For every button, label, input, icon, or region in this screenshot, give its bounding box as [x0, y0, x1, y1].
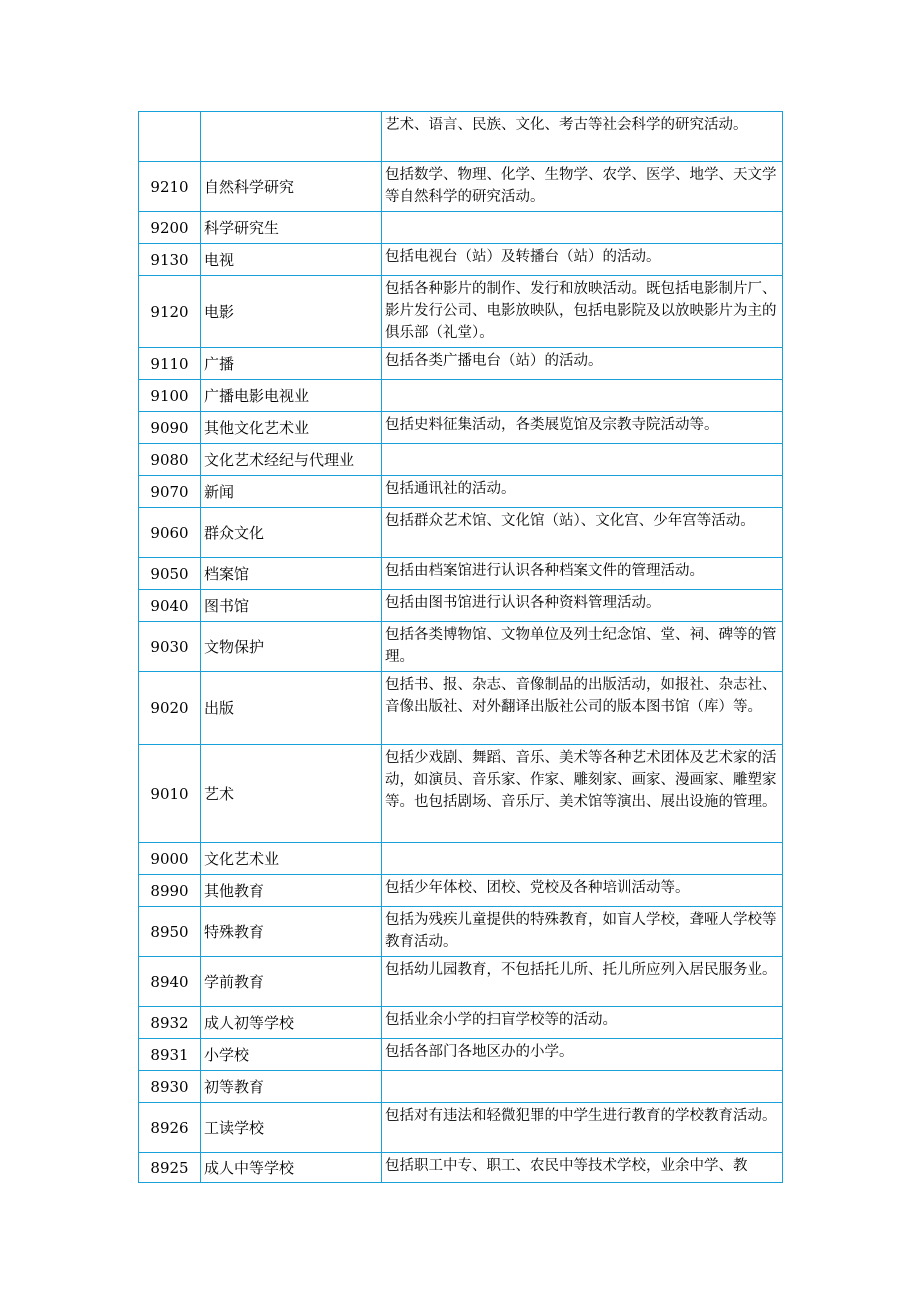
description-cell: 包括幼儿园教育，不包括托儿所、托儿所应列入居民服务业。: [382, 957, 783, 1007]
description-cell: [382, 843, 783, 875]
name-cell: 文化艺术业: [201, 843, 382, 875]
description-cell: 包括各类博物馆、文物单位及列士纪念馆、堂、祠、碑等的管理。: [382, 622, 783, 672]
name-cell: 文物保护: [201, 622, 382, 672]
description-cell: [382, 1071, 783, 1103]
code-cell: 9080: [139, 444, 201, 476]
table-row: [139, 444, 783, 476]
code-cell: 8930: [139, 1071, 201, 1103]
code-cell: 8940: [139, 957, 201, 1007]
code-cell: 9070: [139, 476, 201, 508]
description-cell: 包括为残疾儿童提供的特殊教育，如盲人学校，聋哑人学校等教育活动。: [382, 907, 783, 957]
description-cell: 包括通讯社的活动。: [382, 476, 783, 508]
name-cell: 小学校: [201, 1039, 382, 1071]
code-cell: 9000: [139, 843, 201, 875]
code-cell: 9040: [139, 590, 201, 622]
name-cell: 其他教育: [201, 875, 382, 907]
table-row: [139, 590, 783, 622]
description-cell: 包括各种影片的制作、发行和放映活动。既包括电影制片厂、影片发行公司、电影放映队，包括电影院及以放映影片为主的俱乐部（礼堂）。: [382, 276, 783, 348]
code-cell: 9090: [139, 412, 201, 444]
table-row: [139, 907, 783, 957]
table-row: [139, 745, 783, 843]
name-cell: 特殊教育: [201, 907, 382, 957]
name-cell: 自然科学研究: [201, 162, 382, 212]
code-cell: 8950: [139, 907, 201, 957]
table-row: [139, 476, 783, 508]
name-cell: 电视: [201, 244, 382, 276]
description-cell: [382, 380, 783, 412]
description-cell: 包括各类广播电台（站）的活动。: [382, 348, 783, 380]
code-cell: 9050: [139, 558, 201, 590]
table-row: [139, 1039, 783, 1071]
code-cell: 9120: [139, 276, 201, 348]
table-row: [139, 1153, 783, 1183]
table-row: [139, 1071, 783, 1103]
table-row: [139, 276, 783, 348]
table-row: [139, 112, 783, 162]
table-row: [139, 508, 783, 558]
table-row: [139, 1103, 783, 1153]
table-body: [139, 112, 783, 1183]
code-cell: 8925: [139, 1153, 201, 1183]
name-cell: [201, 112, 382, 162]
description-cell: 包括对有违法和轻微犯罪的中学生进行教育的学校教育活动。: [382, 1103, 783, 1153]
code-cell: 8990: [139, 875, 201, 907]
name-cell: 艺术: [201, 745, 382, 843]
code-cell: 9010: [139, 745, 201, 843]
code-cell: 8931: [139, 1039, 201, 1071]
description-cell: 包括职工中专、职工、农民中等技术学校，业余中学、教: [382, 1153, 783, 1183]
description-cell: 包括书、报、杂志、音像制品的出版活动，如报社、杂志社、音像出版社、对外翻译出版社公司的版本图书馆（库）等。: [382, 672, 783, 745]
name-cell: 出版: [201, 672, 382, 745]
table-row: [139, 244, 783, 276]
table-row: [139, 875, 783, 907]
name-cell: 成人初等学校: [201, 1007, 382, 1039]
code-cell: 9030: [139, 622, 201, 672]
name-cell: 初等教育: [201, 1071, 382, 1103]
name-cell: 新闻: [201, 476, 382, 508]
code-cell: 9210: [139, 162, 201, 212]
description-cell: 艺术、语言、民族、文化、考古等社会科学的研究活动。: [382, 112, 783, 162]
description-cell: 包括各部门各地区办的小学。: [382, 1039, 783, 1071]
description-cell: 包括由档案馆进行认识各种档案文件的管理活动。: [382, 558, 783, 590]
name-cell: 档案馆: [201, 558, 382, 590]
description-cell: 包括数学、物理、化学、生物学、农学、医学、地学、天文学等自然科学的研究活动。: [382, 162, 783, 212]
name-cell: 电影: [201, 276, 382, 348]
name-cell: 文化艺术经纪与代理业: [201, 444, 382, 476]
table-row: [139, 380, 783, 412]
code-cell: 9020: [139, 672, 201, 745]
table-row: [139, 1007, 783, 1039]
table-row: [139, 558, 783, 590]
code-cell: 9100: [139, 380, 201, 412]
description-cell: [382, 212, 783, 244]
description-cell: [382, 444, 783, 476]
table-row: [139, 843, 783, 875]
table-row: [139, 957, 783, 1007]
code-cell: [139, 112, 201, 162]
code-cell: 9110: [139, 348, 201, 380]
description-cell: 包括史料征集活动，各类展览馆及宗教寺院活动等。: [382, 412, 783, 444]
industry-classification-table: [138, 111, 783, 1183]
description-cell: 包括由图书馆进行认识各种资料管理活动。: [382, 590, 783, 622]
description-cell: 包括业余小学的扫盲学校等的活动。: [382, 1007, 783, 1039]
table-row: [139, 212, 783, 244]
name-cell: 成人中等学校: [201, 1153, 382, 1183]
table-row: [139, 672, 783, 745]
table-row: [139, 622, 783, 672]
name-cell: 群众文化: [201, 508, 382, 558]
table-row: [139, 412, 783, 444]
name-cell: 科学研究生: [201, 212, 382, 244]
description-cell: 包括电视台（站）及转播台（站）的活动。: [382, 244, 783, 276]
code-cell: 8926: [139, 1103, 201, 1153]
description-cell: 包括少年体校、团校、党校及各种培训活动等。: [382, 875, 783, 907]
name-cell: 广播电影电视业: [201, 380, 382, 412]
name-cell: 学前教育: [201, 957, 382, 1007]
code-cell: 9200: [139, 212, 201, 244]
name-cell: 工读学校: [201, 1103, 382, 1153]
description-cell: 包括少戏剧、舞蹈、音乐、美术等各种艺术团体及艺术家的活动，如演员、音乐家、作家、雕刻家、画家、漫画家、雕塑家等。也包括剧场、音乐厅、美术馆等演出、展出设施的管理。: [382, 745, 783, 843]
name-cell: 广播: [201, 348, 382, 380]
description-cell: 包括群众艺术馆、文化馆（站）、文化宫、少年宫等活动。: [382, 508, 783, 558]
code-cell: 9130: [139, 244, 201, 276]
table-row: [139, 348, 783, 380]
code-cell: 8932: [139, 1007, 201, 1039]
name-cell: 其他文化艺术业: [201, 412, 382, 444]
code-cell: 9060: [139, 508, 201, 558]
name-cell: 图书馆: [201, 590, 382, 622]
table-row: [139, 162, 783, 212]
